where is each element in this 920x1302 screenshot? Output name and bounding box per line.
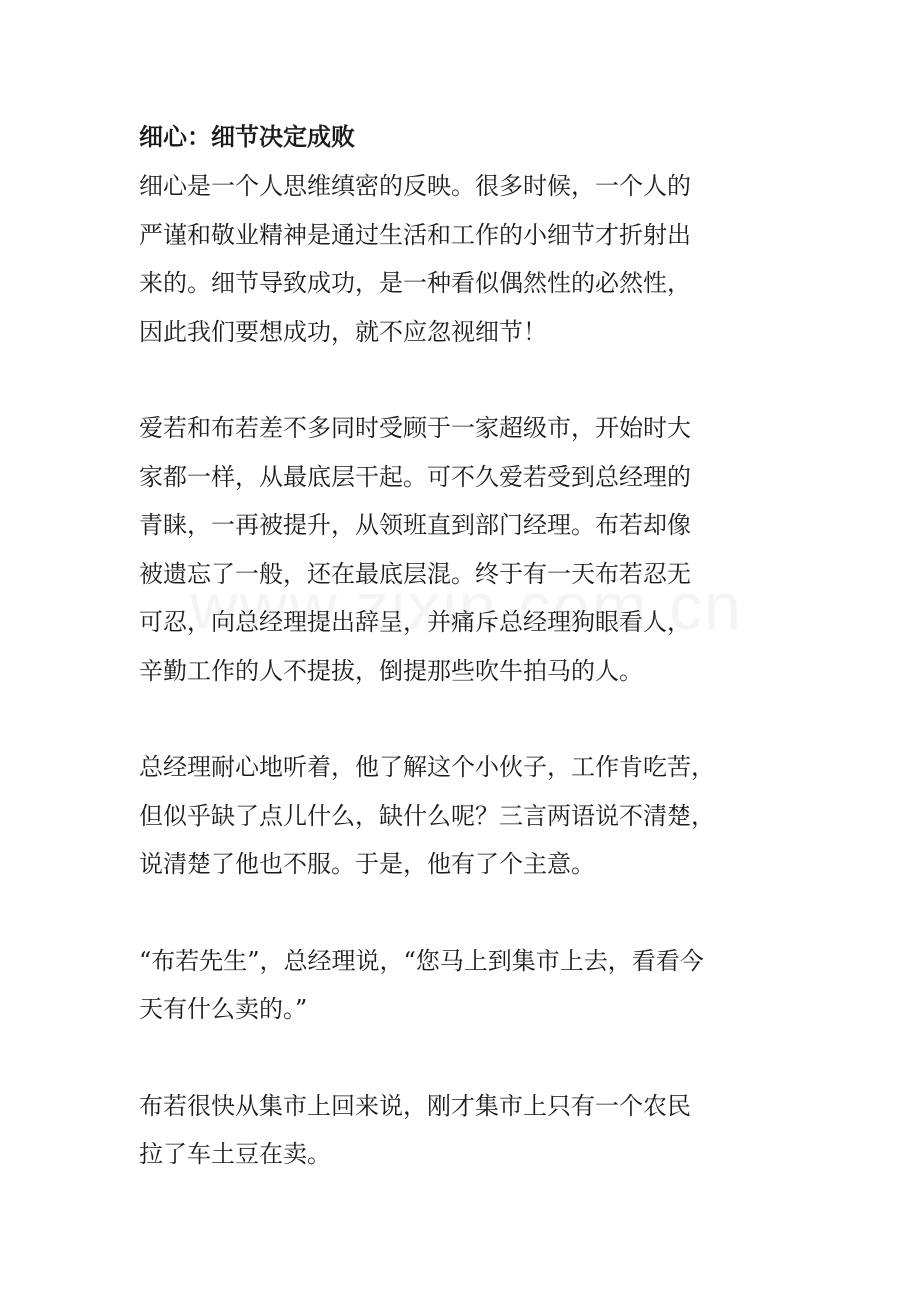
text-line: 被遗忘了一般，还在最底层混。终于有一天布若忍无: [139, 559, 691, 588]
text-line: 布若很快从集市上回来说，刚才集市上只有一个农民: [139, 1091, 691, 1120]
paragraph-spacer: [139, 1034, 789, 1082]
article: [139, 114, 789, 1179]
paragraph-5: [139, 1082, 789, 1179]
text-line: “布若先生”，总经理说，“您马上到集市上去，看看今: [139, 946, 704, 975]
paragraph-4: [139, 937, 789, 1034]
paragraph-3: [139, 743, 789, 889]
text-line: 严谨和敬业精神是通过生活和工作的小细节才折射出: [139, 220, 691, 249]
paragraph-spacer: [139, 695, 789, 743]
text-line: 可忍，向总经理提出辞呈，并痛斥总经理狗眼看人，: [139, 608, 691, 636]
text-line: 家都一样，从最底层干起。可不久爱若受到总经理的: [139, 462, 691, 491]
text-line: 辛勤工作的人不提拔，倒提那些吹牛拍马的人。: [139, 656, 643, 685]
text-line: 爱若和布若差不多同时受顾于一家超级市，开始时大: [139, 414, 691, 442]
text-line: 拉了车土豆在卖。: [139, 1140, 331, 1168]
text-line: 但似乎缺了点儿什么，缺什么呢？三言两语说不清楚，: [139, 801, 715, 830]
text-line: 天有什么卖的。”: [139, 995, 308, 1023]
paragraph-2: [139, 404, 789, 695]
paragraph-1: [139, 162, 789, 356]
text-line: 青睐，一再被提升，从领班直到部门经理。布若却像: [139, 511, 691, 539]
text-line: 总经理耐心地听着，他了解这个小伙子，工作肯吃苦，: [139, 753, 715, 781]
paragraph-spacer: [139, 356, 789, 404]
text-line: 说清楚了他也不服。于是，他有了个主意。: [139, 850, 595, 878]
paragraph-spacer: [139, 889, 789, 937]
text-line: 因此我们要想成功，就不应忽视细节！: [139, 317, 547, 346]
text-line: 来的。细节导致成功，是一种看似偶然性的必然性，: [139, 269, 691, 297]
article-title: 细心：细节决定成败: [139, 122, 355, 151]
text-line: 细心是一个人思维缜密的反映。很多时候，一个人的: [139, 172, 691, 200]
